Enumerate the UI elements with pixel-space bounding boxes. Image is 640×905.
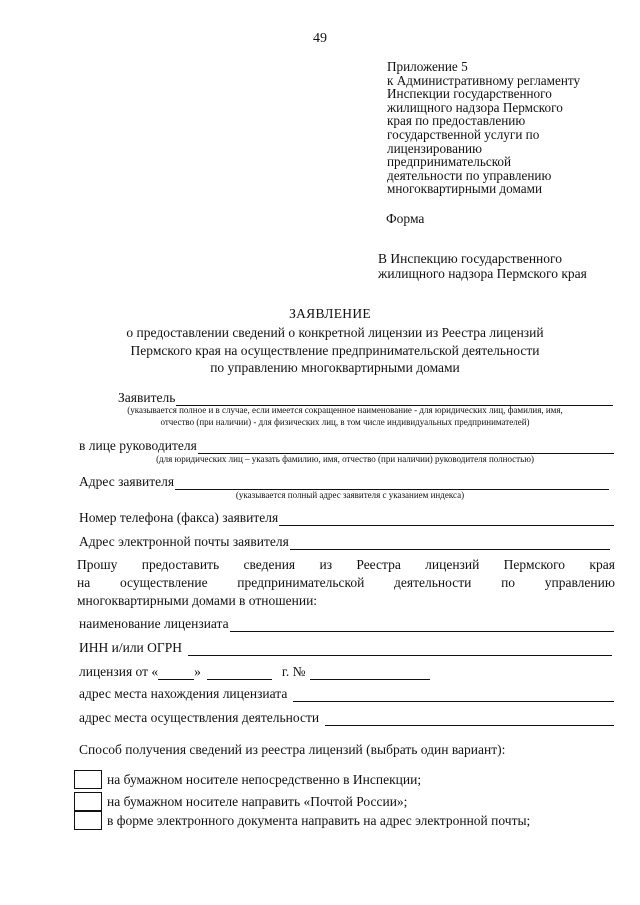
appendix-line: многоквартирными домами [387,181,542,197]
request-word: по [501,575,516,590]
form-label: Форма [386,211,425,226]
request-word: на [77,575,91,590]
licensee-name-row [79,616,614,632]
head-note: (для юридических лиц – указать фамилию, имя, отчество (при наличии) руководителя полностью) [156,454,534,464]
license-date-row [79,664,430,680]
subtitle-line: о предоставлении сведений о конкретной лицензии из Реестра лицензий [126,325,544,340]
activity-row [79,710,614,726]
license-quote-close: » [194,664,201,679]
licensee-name-field[interactable] [230,619,614,632]
phone-row [79,510,614,526]
head-label: в лице руководителя [79,438,197,453]
address-label: Адрес заявителя [79,474,175,489]
licensee-name-label: наименование лицензиата [79,616,229,631]
request-word: осуществление [119,575,208,590]
activity-label: адрес места осуществления деятельности [79,710,320,725]
license-year-label: г. № [281,664,306,679]
inn-label: ИНН и/или ОГРН [79,640,182,655]
method-heading: Способ получения сведений из реестра лицензий (выбрать один вариант): [79,742,506,757]
addressee-line: В Инспекцию государственного [378,251,562,266]
license-month-field[interactable] [207,667,272,680]
option-label: в форме электронного документа направить на адрес электронной почты; [107,813,531,828]
email-label: Адрес электронной почты заявителя [79,534,289,549]
applicant-note-line: отчество (при наличии) - для физических лиц, в том числе индивидуальных предпринимателей) [160,417,530,427]
appendix-line: деятельности по управлению [387,167,552,183]
location-field[interactable] [293,689,614,702]
applicant-note-line: (указывается полное и в случае, если имеется сокращенное наименование - для юридических лиц, фамилия, имя, [127,405,563,415]
appendix-line: лицензированию [387,140,482,156]
request-word: лицензий [425,557,480,572]
request-word: края [589,557,615,572]
request-line-1 [77,556,615,574]
request-paragraph [77,556,615,610]
appendix-header [387,60,632,196]
option-label: на бумажном носителе непосредственно в Инспекции; [107,772,422,787]
subtitle-line: по управлению многоквартирными домами [210,360,460,375]
activity-field[interactable] [325,713,614,726]
request-word: из [319,557,333,572]
appendix-line: края по предоставлению [387,113,526,129]
phone-field[interactable] [279,513,614,526]
option-electronic-checkbox[interactable] [74,811,102,830]
appendix-line: Приложение 5 [387,59,468,74]
address-note: (указывается полный адрес заявителя с указанием индекса) [235,490,465,500]
page-number: 49 [313,31,327,46]
email-row [79,534,610,550]
location-label: адрес места нахождения лицензиата [79,686,288,701]
applicant-note [70,404,620,428]
inn-row [79,640,612,656]
address-row [79,474,609,490]
request-word: Реестра [356,557,401,572]
phone-label: Номер телефона (факса) заявителя [79,510,279,525]
option-paper-post-checkbox[interactable] [74,792,102,811]
request-word: сведения [243,557,296,572]
request-word: управлению [544,575,615,590]
request-line-3: многоквартирными домами в отношении: [77,593,318,608]
request-word: предоставить [141,557,220,572]
appendix-line: к Административному регламенту [387,72,581,88]
license-day-field[interactable] [158,667,194,680]
inn-field[interactable] [188,643,612,656]
appendix-line: жилищного надзора Пермского [387,99,563,115]
option-paper-inspection-checkbox[interactable] [74,770,102,789]
addressee-line: жилищного надзора Пермского края [378,265,587,281]
addressee-block [378,252,638,281]
license-number-field[interactable] [310,667,430,680]
license-from-label: лицензия от « [79,664,159,679]
document-title: ЗАЯВЛЕНИЕ [289,306,371,321]
appendix-line: Инспекции государственного [387,86,552,102]
appendix-line: предпринимательской [387,154,512,170]
head-row [79,438,614,454]
request-word: деятельности [394,575,472,590]
request-word: Пермского [503,557,566,572]
request-word: предпринимательской [237,575,365,590]
email-field[interactable] [290,537,610,550]
option-label: на бумажном носителе направить «Почтой России»; [107,794,408,809]
location-row [79,686,614,702]
request-word: Прошу [77,557,118,572]
appendix-line: государственной услуги по [387,126,540,142]
applicant-label: Заявитель [118,390,176,405]
request-line-2 [77,574,615,592]
document-subtitle [95,324,575,377]
subtitle-line: Пермского края на осуществление предпринимательской деятельности [130,342,540,358]
